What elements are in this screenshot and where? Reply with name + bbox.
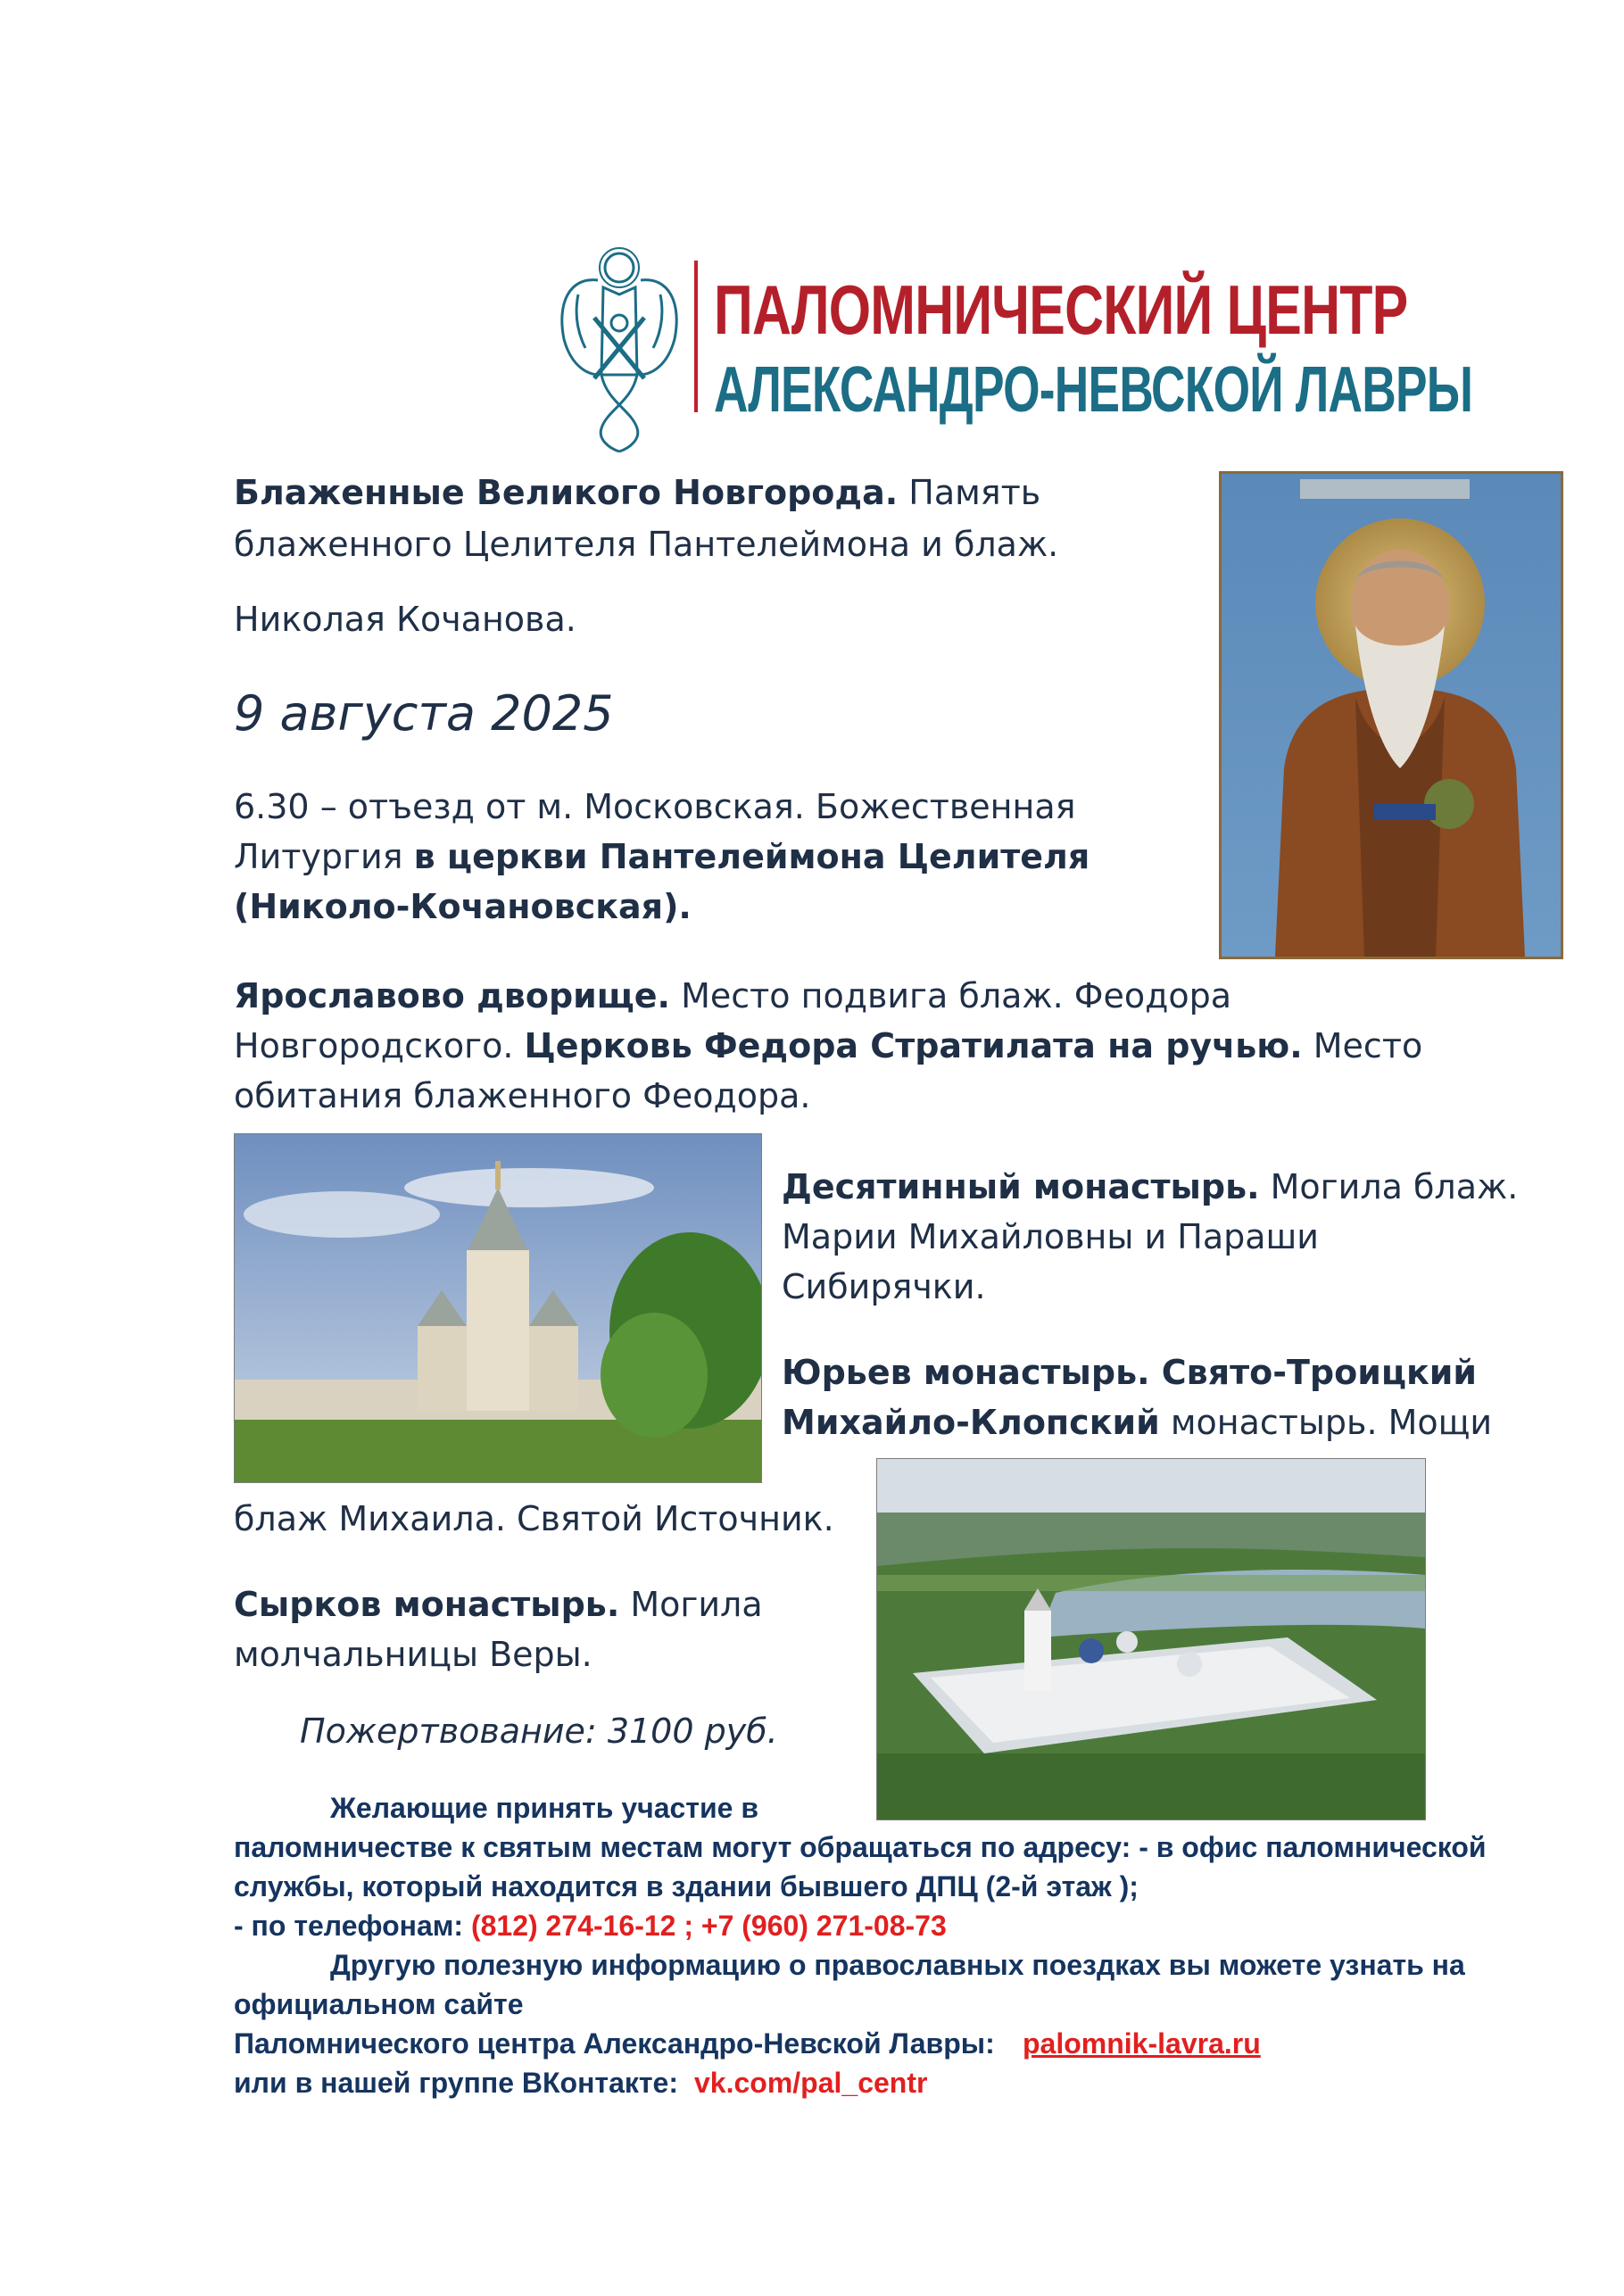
phone-numbers: (812) 274-16-12 ; +7 (960) 271-08-73 (470, 1910, 947, 1942)
yuriev-monastery-photo (876, 1458, 1426, 1820)
contacts-line-4 (234, 1906, 947, 1945)
yaroslav-rest: Место подвига блаж. Феодора (670, 976, 1232, 1015)
contacts-line-1: Желающие принять участие в (330, 1792, 758, 1824)
schedule-line-2-bold: в церкви Пантелеймона Целителя (413, 837, 1090, 876)
syrkov-bold: Сырков монастырь. (234, 1585, 620, 1624)
yaroslav-line-3: обитания блаженного Феодора. (234, 1076, 811, 1115)
phones-label: - по телефонам: (234, 1910, 471, 1942)
desyatinny-monastery-photo (234, 1133, 762, 1483)
angel-emblem-icon (551, 241, 687, 455)
syrkov-rest: Могила (619, 1585, 763, 1624)
yuriev-line-2 (782, 1397, 1492, 1447)
logo-divider (694, 261, 698, 412)
contacts-line-7: Паломнического центра Александро-Невской Лавры: (234, 2027, 995, 2060)
schedule-line-2-normal: Литургия (234, 837, 414, 876)
contacts-line-2: паломничестве к святым местам могут обращаться по адресу: - в офис паломнической (234, 1831, 1487, 1863)
contacts-line-6: официальном сайте (234, 1988, 524, 2020)
schedule-line-2 (234, 832, 1090, 882)
yuriev-line-3: блаж Михаила. Святой Источник. (234, 1499, 834, 1538)
schedule-line-3: (Николо-Кочановская). (234, 887, 692, 926)
yuriev-line-2-rest: монастырь. Мощи (1159, 1403, 1493, 1442)
title-line-3: Николая Кочанова. (234, 600, 576, 639)
donation-amount: Пожертвование: 3100 руб. (300, 1712, 778, 1751)
logo-title-line1: ПАЛОМНИЧЕСКИЙ ЦЕНТР (714, 270, 1408, 349)
yaroslav-line-2-normal: Новгородского. (234, 1026, 525, 1065)
yaroslav-line-1 (234, 971, 1231, 1021)
contacts-line-8: или в нашей группе ВКонтакте: (234, 2067, 678, 2099)
yuriev-photo-illustration (877, 1459, 1425, 1819)
yaroslav-line-2-bold: Церковь Федора Стратилата на ручью. (524, 1026, 1303, 1065)
syrkov-line-2: молчальницы Веры. (234, 1635, 592, 1674)
trip-date: 9 августа 2025 (234, 685, 614, 742)
yuriev-line-1: Юрьев монастырь. Свято-Троицкий (782, 1353, 1478, 1392)
title-rest: Память (898, 473, 1041, 512)
desyatinny-bold: Десятинный монастырь. (782, 1167, 1260, 1206)
vk-group-link[interactable]: vk.com/pal_centr (694, 2067, 928, 2099)
website-link[interactable]: palomnik-lavra.ru (1023, 2027, 1261, 2060)
saint-icon-image (1219, 471, 1563, 959)
desyatinny-line-3: Сибирячки. (782, 1267, 986, 1306)
title-bold: Блаженные Великого Новгорода. (234, 473, 899, 512)
title-line-2: блаженного Целителя Пантелеймона и блаж. (234, 525, 1059, 564)
desyatinny-line-2: Марии Михайловны и Параши (782, 1217, 1319, 1256)
page-title (234, 468, 1040, 518)
syrkov-line-1 (234, 1579, 763, 1629)
saint-icon-illustration (1222, 474, 1561, 957)
schedule-line-1: 6.30 – отъезд от м. Московская. Божественная (234, 787, 1076, 826)
desyatinny-rest: Могила блаж. (1259, 1167, 1519, 1206)
desyatinny-line-1 (782, 1162, 1518, 1212)
yaroslav-bold: Ярославово дворище. (234, 976, 670, 1015)
contacts-line-5: Другую полезную информацию о православных поездках вы можете узнать на (330, 1949, 1465, 1981)
monastery-photo-illustration (235, 1134, 761, 1482)
logo-title-line2: АЛЕКСАНДРО-НЕВСКОЙ ЛАВРЫ (714, 354, 1473, 426)
contacts-line-3: службы, который находится в здании бывшего ДПЦ (2-й этаж ); (234, 1870, 1139, 1902)
yaroslav-line-2-rest: Место (1302, 1026, 1423, 1065)
yuriev-line-2-bold: Михайло-Клопский (782, 1403, 1160, 1442)
yaroslav-line-2 (234, 1021, 1422, 1071)
